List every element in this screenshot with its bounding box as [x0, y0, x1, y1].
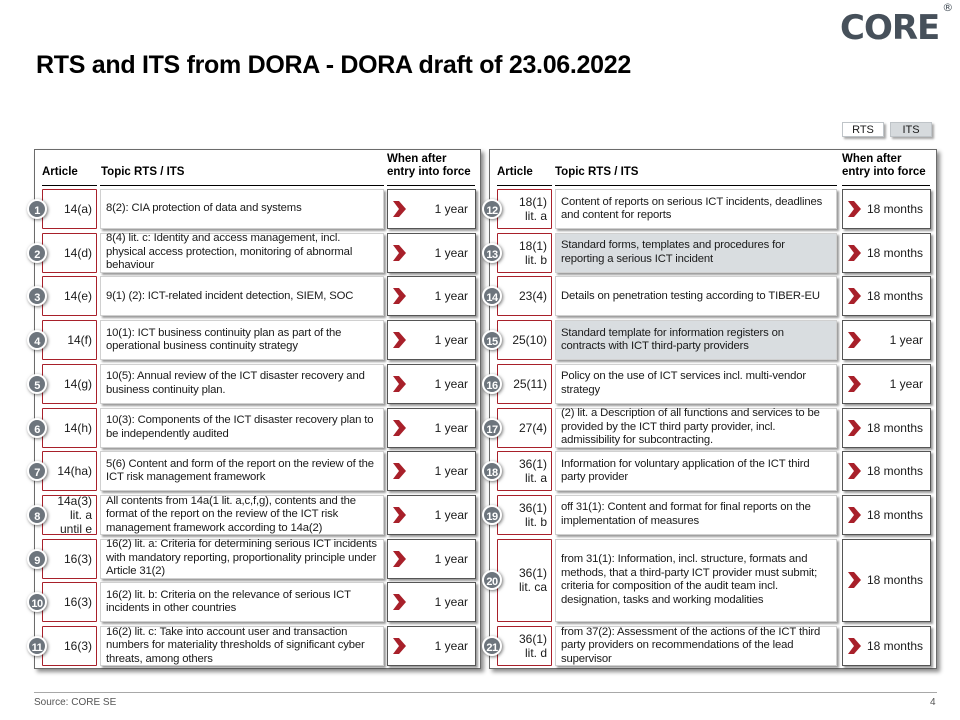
table-row	[486, 539, 936, 623]
topic-cell	[555, 451, 837, 491]
header-when-line2: entry into force	[842, 166, 926, 178]
topic-cell	[555, 408, 837, 448]
topic-text: 16(2) lit. b: Criteria on the relevance of serious ICT incidents in other countries	[106, 588, 351, 615]
topic-cell	[555, 539, 837, 623]
when-cell	[387, 495, 476, 535]
article-cell	[42, 539, 97, 579]
article-cell	[497, 364, 552, 404]
topic-cell	[555, 495, 837, 535]
chevron-right-icon	[393, 376, 406, 392]
row-number-badge: 5	[27, 374, 47, 394]
chevron-right-icon	[848, 572, 861, 588]
table-row	[31, 582, 480, 622]
when-value: 1 year	[434, 289, 468, 304]
topic-cell	[555, 320, 837, 360]
chevron-right-icon	[848, 420, 861, 436]
table-row	[486, 320, 936, 360]
header-divider	[42, 185, 97, 186]
table-row	[486, 233, 936, 273]
topic-text: from 31(1): Information, incl. structure, formats and methods, that a third-party ICT provider must submit; criteria for composition of the audit team incl. designation, tasks and working modalities	[561, 553, 818, 606]
header-article: Article	[497, 166, 533, 178]
article-line: 16(3)	[63, 639, 92, 653]
table-row	[486, 364, 936, 404]
chevron-right-icon	[393, 638, 406, 654]
when-value: 18 months	[866, 202, 923, 216]
when-cell	[842, 451, 931, 491]
chevron-right-icon	[393, 507, 406, 523]
legend-rts: RTS	[842, 122, 884, 137]
when-cell	[842, 189, 931, 229]
row-number-badge: 11	[27, 636, 47, 656]
table-row	[486, 189, 936, 229]
when-value: 18 months	[866, 639, 923, 653]
row-number-badge: 17	[482, 418, 502, 438]
chevron-right-icon	[393, 288, 406, 304]
when-cell	[842, 626, 931, 666]
article-cell	[497, 189, 552, 229]
row-number-badge: 7	[27, 461, 47, 481]
topic-text: Content of reports on serious ICT incidents, deadlines and content for reports	[561, 195, 823, 221]
row-number-badge: 6	[27, 418, 47, 438]
chevron-right-icon	[848, 201, 861, 217]
table-row	[35, 233, 480, 273]
table-row	[35, 189, 480, 229]
article-cell	[42, 189, 97, 229]
when-value: 18 months	[866, 464, 923, 479]
table-row	[486, 625, 936, 666]
topic-cell	[555, 626, 837, 666]
table-row	[35, 408, 480, 448]
topic-cell	[100, 539, 384, 579]
article-line: lit. a	[524, 471, 547, 486]
article-cell	[497, 408, 552, 448]
topic-cell	[100, 233, 384, 273]
topic-cell	[100, 189, 384, 229]
article-line: 14(d)	[63, 245, 92, 260]
when-cell	[842, 364, 931, 404]
footer-divider	[34, 692, 937, 693]
page-number: 4	[930, 697, 936, 708]
chevron-right-icon	[393, 463, 406, 479]
article-cell	[42, 495, 97, 535]
chevron-right-icon	[393, 420, 406, 436]
table-row	[35, 276, 480, 316]
article-line: 18(1)	[518, 238, 547, 253]
article-line: 14(a)	[63, 202, 92, 216]
article-line: lit. ca	[518, 580, 547, 595]
when-value: 18 months	[866, 289, 923, 304]
when-value: 18 months	[866, 420, 923, 435]
when-value: 18 months	[866, 245, 923, 260]
chevron-right-icon	[848, 245, 861, 261]
article-line: 14(f)	[67, 333, 92, 348]
when-cell	[842, 320, 931, 360]
header-when-line2: entry into force	[387, 166, 471, 178]
topic-cell	[100, 495, 384, 535]
article-line: lit. a	[69, 507, 92, 522]
when-value: 18 months	[866, 573, 923, 588]
row-number-badge: 21	[482, 636, 502, 656]
when-cell	[842, 539, 931, 623]
header-when-line1: When after	[842, 153, 902, 165]
chevron-right-icon	[848, 332, 861, 348]
header-article: Article	[42, 166, 78, 178]
topic-text: 8(4) lit. c: Identity and access management, incl. physical access protection, monitoring of abnormal behaviour	[106, 232, 353, 272]
article-cell	[42, 626, 97, 666]
row-number-badge: 10	[27, 592, 47, 612]
header-divider	[497, 185, 552, 186]
article-line: 25(11)	[513, 376, 547, 391]
article-line: 36(1)	[518, 500, 547, 515]
core-logo	[840, 0, 954, 48]
when-cell	[387, 189, 476, 229]
when-cell	[842, 408, 931, 448]
article-line: 16(3)	[63, 551, 92, 566]
article-cell	[42, 408, 97, 448]
article-line: 36(1)	[518, 457, 547, 472]
article-line: 25(10)	[512, 333, 547, 348]
row-number-badge: 13	[482, 243, 502, 263]
when-value: 1 year	[889, 333, 923, 348]
table-row	[35, 495, 480, 535]
topic-cell	[100, 626, 384, 666]
right-table-panel	[486, 149, 937, 669]
chevron-right-icon	[393, 594, 406, 610]
topic-text: Information for voluntary application of the ICT third party provider	[561, 457, 810, 484]
topic-cell	[100, 320, 384, 360]
topic-text: 10(1): ICT business continuity plan as part of the operational business continuity strategy	[106, 326, 342, 353]
table-row	[486, 451, 936, 491]
row-number-badge: 14	[482, 286, 502, 306]
topic-text: Policy on the use of ICT services incl. multi-vendor strategy	[561, 370, 807, 396]
when-value: 1 year	[434, 202, 468, 216]
when-value: 1 year	[434, 464, 468, 479]
when-value: 1 year	[434, 245, 468, 260]
row-number-badge: 20	[482, 570, 502, 590]
topic-text: 9(1) (2): ICT-related incident detection, SIEM, SOC	[106, 289, 354, 302]
article-line: lit. b	[524, 514, 547, 529]
header-when-line1: When after	[387, 153, 447, 165]
when-cell	[842, 233, 931, 273]
header-when	[387, 153, 471, 189]
chevron-right-icon	[393, 551, 406, 567]
topic-text: (2) lit. a Description of all functions and services to be provided by the ICT third party provider, incl. admissibility for subcontracting.	[561, 407, 820, 447]
left-table-panel	[31, 149, 481, 669]
row-number-badge: 12	[482, 199, 502, 219]
when-value: 18 months	[866, 507, 923, 522]
when-value: 1 year	[434, 420, 468, 435]
article-line: 36(1)	[518, 566, 547, 581]
topic-text: 16(2) lit. a: Criteria for determining serious ICT incidents with mandatory reporting, proportionality principle under Article 31(2)	[106, 538, 377, 578]
page-title: RTS and ITS from DORA - DORA draft of 23.06.2022	[36, 51, 631, 79]
when-cell	[387, 451, 476, 491]
row-number-badge: 18	[482, 461, 502, 481]
topic-cell	[100, 451, 384, 491]
topic-text: 16(2) lit. c: Take into account user and transaction numbers for materiality thresholds of significant cyber threats, among others	[106, 625, 365, 665]
article-line: lit. d	[524, 646, 547, 660]
topic-cell	[555, 276, 837, 316]
article-line: 14(e)	[63, 289, 92, 304]
article-line: 14(ha)	[57, 464, 92, 479]
row-number-badge: 19	[482, 505, 502, 525]
row-number-badge: 2	[27, 243, 47, 263]
when-cell	[387, 408, 476, 448]
topic-cell	[555, 233, 837, 273]
topic-cell	[100, 276, 384, 316]
table-row	[35, 539, 480, 579]
topic-cell	[100, 364, 384, 404]
when-cell	[387, 233, 476, 273]
topic-text: 5(6) Content and form of the report on the review of the ICT risk management framework	[106, 457, 374, 484]
article-cell	[42, 233, 97, 273]
table-row	[486, 495, 936, 535]
table-row	[486, 407, 936, 448]
when-value: 1 year	[889, 376, 923, 391]
article-cell	[497, 539, 552, 623]
article-line: lit. b	[524, 252, 547, 267]
header-topic: Topic RTS / ITS	[555, 166, 639, 178]
article-line: 18(1)	[518, 195, 547, 209]
when-value: 1 year	[434, 595, 468, 610]
topic-cell	[555, 364, 837, 404]
article-cell	[497, 495, 552, 535]
article-line: 16(3)	[63, 595, 92, 610]
row-number-badge: 3	[27, 286, 47, 306]
topic-text: Standard template for information registers on contracts with ICT third-party providers	[561, 326, 784, 353]
header-divider	[555, 185, 837, 186]
when-value: 1 year	[434, 507, 468, 522]
article-cell	[497, 451, 552, 491]
header-divider	[100, 185, 384, 186]
when-value: 1 year	[434, 376, 468, 391]
row-number-badge: 4	[27, 330, 47, 350]
when-value: 1 year	[434, 639, 468, 653]
when-cell	[387, 582, 476, 622]
article-line: lit. a	[524, 209, 547, 223]
table-row	[35, 451, 480, 491]
logo-text: CORE	[840, 8, 940, 48]
header-divider	[842, 185, 930, 186]
table-row	[35, 320, 480, 360]
article-line: until e	[59, 521, 92, 536]
chevron-right-icon	[393, 245, 406, 261]
article-cell	[42, 276, 97, 316]
topic-text: 10(5): Annual review of the ICT disaster recovery and business continuity plan.	[106, 370, 365, 396]
article-line: 14a(3)	[57, 493, 92, 508]
chevron-right-icon	[848, 463, 861, 479]
topic-text: from 37(2): Assessment of the actions of the ICT third party providers on recommendations of the lead supervisor	[561, 625, 821, 665]
article-line: 27(4)	[518, 420, 547, 435]
topic-text: 8(2): CIA protection of data and systems	[106, 202, 302, 215]
when-cell	[387, 539, 476, 579]
topic-cell	[555, 189, 837, 229]
article-line: 36(1)	[518, 632, 547, 646]
row-number-badge: 15	[482, 330, 502, 350]
when-cell	[387, 320, 476, 360]
legend	[842, 122, 932, 137]
legend-its: ITS	[890, 122, 932, 137]
chevron-right-icon	[393, 332, 406, 348]
article-cell	[42, 320, 97, 360]
chevron-right-icon	[393, 201, 406, 217]
when-value: 1 year	[434, 551, 468, 566]
header-divider	[387, 185, 475, 186]
row-number-badge: 16	[482, 374, 502, 394]
topic-text: Standard forms, templates and procedures for reporting a serious ICT incident	[561, 239, 785, 265]
article-line: 23(4)	[518, 289, 547, 304]
topic-cell	[100, 408, 384, 448]
table-row	[35, 364, 480, 404]
article-cell	[497, 276, 552, 316]
when-cell	[842, 495, 931, 535]
chevron-right-icon	[848, 507, 861, 523]
article-cell	[42, 451, 97, 491]
source-note: Source: CORE SE	[34, 697, 117, 708]
table-row	[31, 625, 480, 666]
row-number-badge: 1	[27, 199, 47, 219]
topic-text: Details on penetration testing according to TIBER-EU	[561, 289, 820, 302]
registered-mark: ®	[942, 0, 954, 14]
article-cell	[497, 320, 552, 360]
header-topic: Topic RTS / ITS	[101, 166, 185, 178]
table-row	[486, 276, 936, 316]
chevron-right-icon	[848, 638, 861, 654]
topic-text: All contents from 14a(1 lit. a,c,f,g), contents and the format of the report on the review of the ICT risk management framework according to 14a(2)	[106, 494, 356, 534]
chevron-right-icon	[848, 376, 861, 392]
article-cell	[497, 626, 552, 666]
article-line: 14(h)	[63, 420, 92, 435]
topic-text: off 31(1): Content and format for final reports on the implementation of measures	[561, 501, 811, 527]
article-cell	[42, 364, 97, 404]
when-value: 1 year	[434, 333, 468, 348]
when-cell	[387, 276, 476, 316]
article-cell	[497, 233, 552, 273]
chevron-right-icon	[848, 288, 861, 304]
article-line: 14(g)	[63, 376, 92, 391]
header-when	[842, 153, 926, 189]
row-number-badge: 8	[27, 505, 47, 525]
row-number-badge: 9	[27, 549, 47, 569]
article-cell	[42, 582, 97, 622]
when-cell	[387, 364, 476, 404]
topic-cell	[100, 582, 384, 622]
topic-text: 10(3): Components of the ICT disaster recovery plan to be independently audited	[106, 414, 374, 440]
when-cell	[387, 626, 476, 666]
when-cell	[842, 276, 931, 316]
